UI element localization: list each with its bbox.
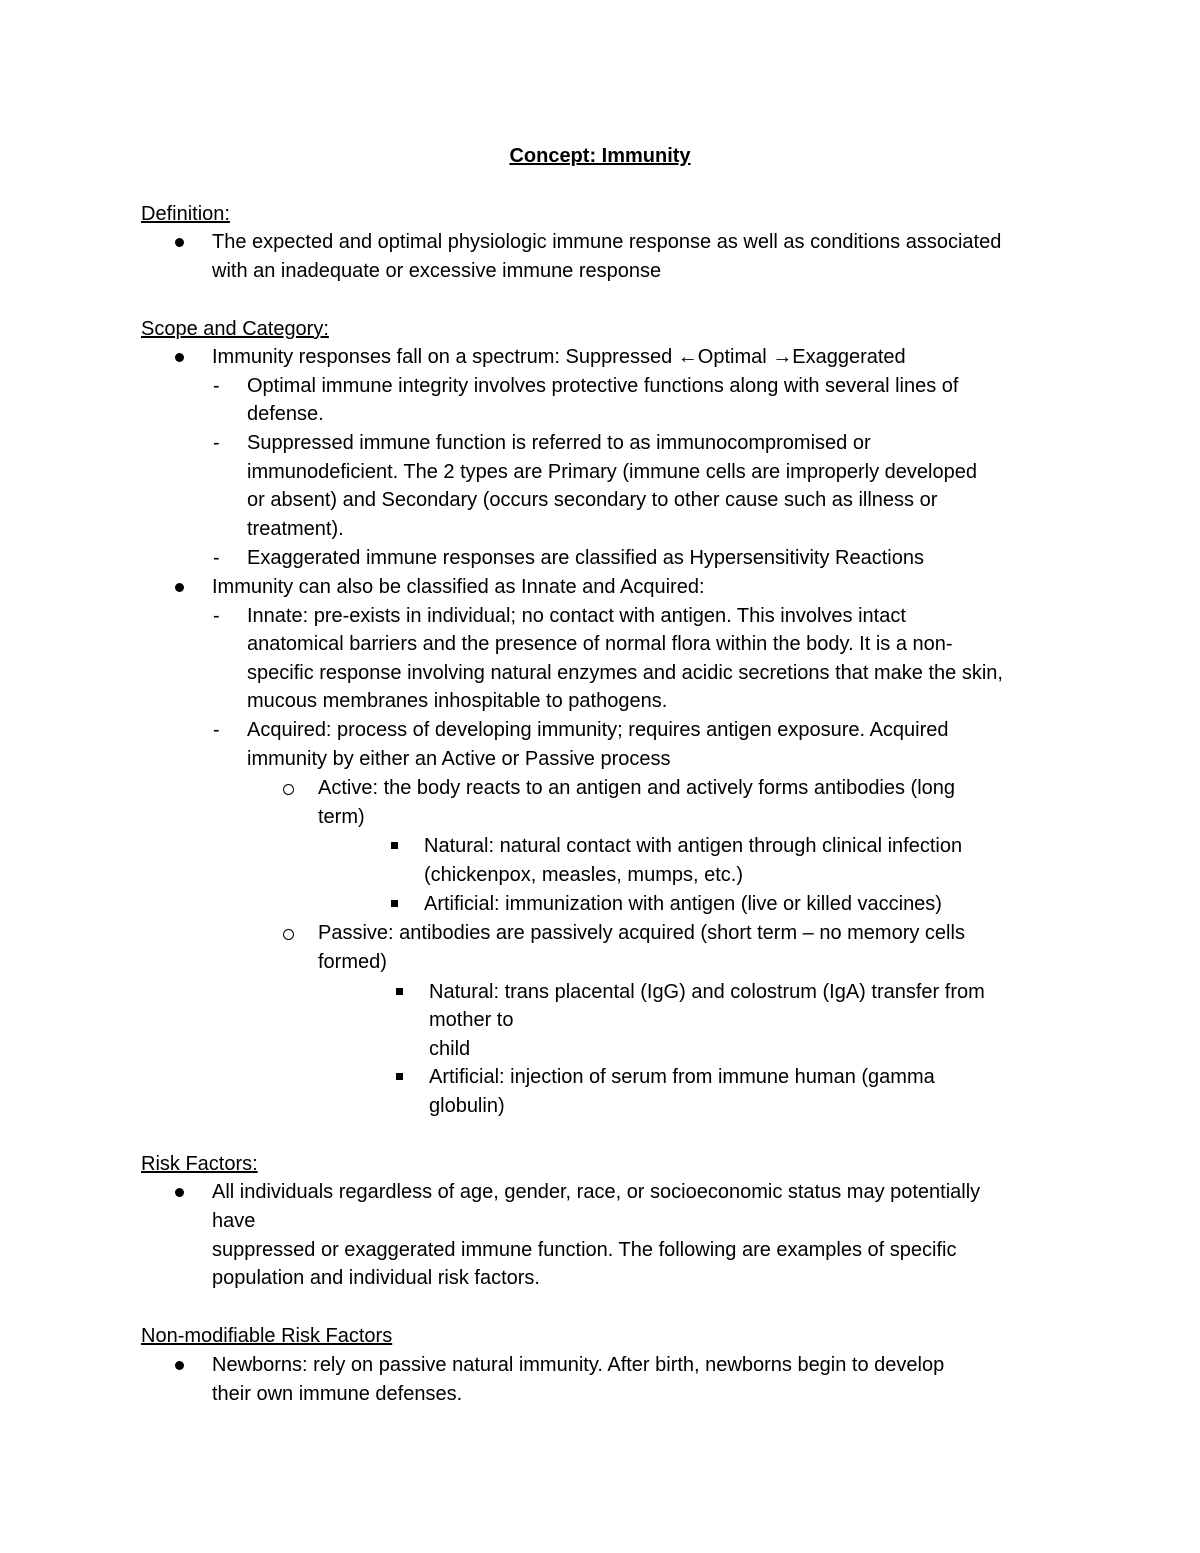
active-natural-line: (chickenpox, measles, mumps, etc.) [424,864,743,886]
dash-icon: - [213,432,220,454]
risk-factors-line: population and individual risk factors. [212,1267,540,1289]
passive-natural-line: mother to [429,1009,514,1031]
optimal-line: defense. [247,403,324,425]
innate-line: Innate: pre-exists in individual; no contact with antigen. This involves intact [247,605,906,627]
acquired-line: immunity by either an Active or Passive process [247,748,671,770]
nonmodifiable-line: their own immune defenses. [212,1383,463,1405]
passive-line: Passive: antibodies are passively acquired (short term – no memory cells [318,922,965,944]
page-title: Concept: Immunity [509,145,691,167]
scope-heading: Scope and Category: [141,318,329,340]
bullet-icon [175,238,184,247]
active-natural-line: Natural: natural contact with antigen through clinical infection [424,835,963,857]
square-bullet-icon [391,842,398,849]
innate-line: mucous membranes inhospitable to pathogens. [247,690,668,712]
acquired-line: Acquired: process of developing immunity; requires antigen exposure. Acquired [247,719,949,741]
dash-icon: - [213,547,220,569]
active-line: Active: the body reacts to an antigen and actively forms antibodies (long [318,777,956,799]
dash-icon: - [213,375,220,397]
active-artificial-line: Artificial: immunization with antigen (live or killed vaccines) [424,893,942,915]
classified-line: Immunity can also be classified as Innate and Acquired: [212,576,705,598]
innate-line: specific response involving natural enzymes and acidic secretions that make the skin, [247,662,1003,684]
bullet-icon [175,1188,184,1197]
passive-line: formed) [318,951,387,973]
spectrum-line: Immunity responses fall on a spectrum: Suppressed ←Optimal →Exaggerated [212,346,906,368]
passive-natural-line: child [429,1038,471,1060]
innate-line: anatomical barriers and the presence of normal flora within the body. It is a non- [247,633,953,655]
circle-bullet-icon [283,929,294,940]
nonmodifiable-heading: Non-modifiable Risk Factors [141,1325,393,1347]
suppressed-line: treatment). [247,518,344,540]
passive-artificial-line: globulin) [429,1095,505,1117]
passive-natural-line: Natural: trans placental (IgG) and colostrum (IgA) transfer from [429,981,985,1003]
exaggerated-line: Exaggerated immune responses are classified as Hypersensitivity Reactions [247,547,924,569]
risk-factors-line: suppressed or exaggerated immune function. The following are examples of specific [212,1239,957,1261]
risk-factors-line: have [212,1210,256,1232]
risk-factors-line: All individuals regardless of age, gender, race, or socioeconomic status may potentially [212,1181,981,1203]
definition-text-line: with an inadequate or excessive immune response [212,260,662,282]
bullet-icon [175,353,184,362]
definition-text-line: The expected and optimal physiologic immune response as well as conditions associated [212,231,1002,253]
bullet-icon [175,583,184,592]
suppressed-line: Suppressed immune function is referred to as immunocompromised or [247,432,871,454]
circle-bullet-icon [283,784,294,795]
passive-artificial-line: Artificial: injection of serum from immune human (gamma [429,1066,935,1088]
definition-heading: Definition: [141,203,230,225]
risk-factors-heading: Risk Factors: [141,1153,258,1175]
square-bullet-icon [396,988,403,995]
nonmodifiable-line: Newborns: rely on passive natural immunity. After birth, newborns begin to develop [212,1354,945,1376]
active-line: term) [318,806,365,828]
suppressed-line: or absent) and Secondary (occurs secondary to other cause such as illness or [247,489,938,511]
dash-icon: - [213,719,220,741]
bullet-icon [175,1361,184,1370]
optimal-line: Optimal immune integrity involves protective functions along with several lines of [247,375,959,397]
dash-icon: - [213,605,220,627]
square-bullet-icon [396,1073,403,1080]
suppressed-line: immunodeficient. The 2 types are Primary (immune cells are improperly developed [247,461,977,483]
square-bullet-icon [391,900,398,907]
